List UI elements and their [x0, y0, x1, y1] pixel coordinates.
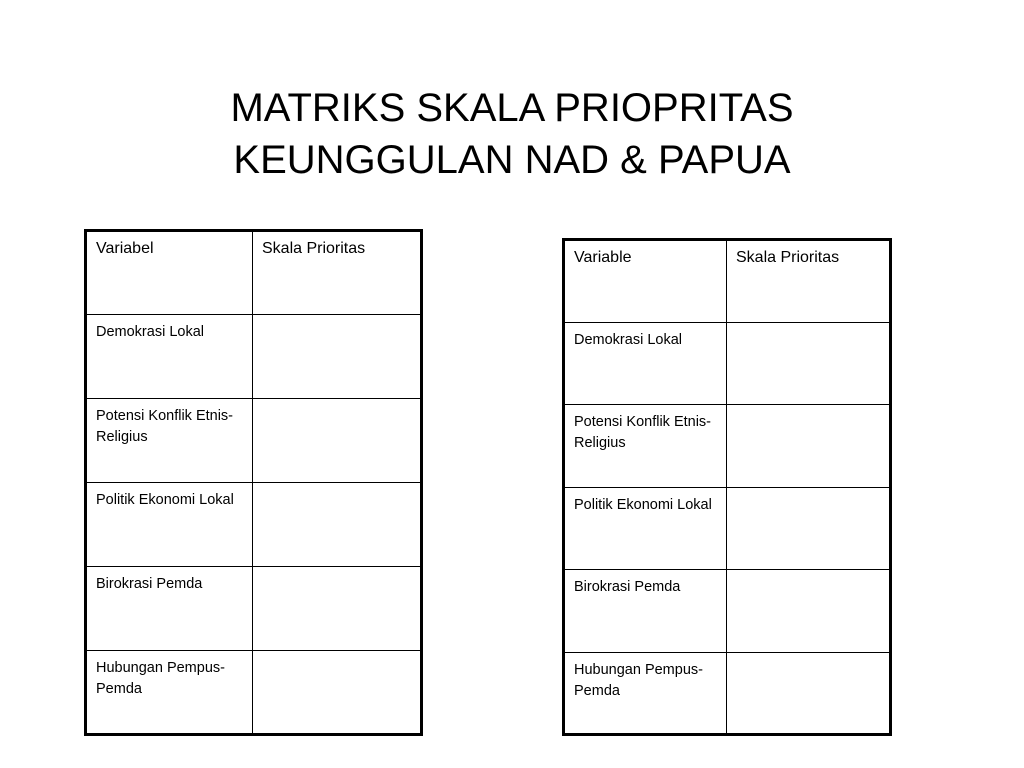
- priority-cell: [727, 570, 891, 653]
- variable-cell: Birokrasi Pemda: [564, 570, 727, 653]
- table-row: [86, 567, 422, 651]
- priority-cell: [727, 487, 891, 570]
- priority-cell: [727, 322, 891, 405]
- priority-cell: [253, 483, 422, 567]
- variable-cell: Potensi Konflik Etnis-Religius: [564, 405, 727, 488]
- variable-cell: Birokrasi Pemda: [86, 567, 253, 651]
- table-row: [86, 315, 422, 399]
- variable-cell: Demokrasi Lokal: [564, 322, 727, 405]
- header-priority-cell: Skala Prioritas: [727, 240, 891, 323]
- priority-cell: [727, 405, 891, 488]
- header-variable-cell: Variable: [564, 240, 727, 323]
- table-row: [564, 652, 891, 735]
- priority-cell: [253, 399, 422, 483]
- variable-cell: Demokrasi Lokal: [86, 315, 253, 399]
- priority-cell: [253, 567, 422, 651]
- priority-matrix-table-left: [84, 229, 423, 736]
- slide-title-line-1: MATRIKS SKALA PRIOPRITAS: [230, 86, 794, 130]
- priority-cell: [253, 315, 422, 399]
- table-row: [86, 483, 422, 567]
- table-row: [564, 487, 891, 570]
- variable-cell: Politik Ekonomi Lokal: [86, 483, 253, 567]
- header-priority-cell: Skala Prioritas: [253, 231, 422, 315]
- table-header-row: [564, 240, 891, 323]
- table-row: [564, 570, 891, 653]
- table-header-row: [86, 231, 422, 315]
- variable-cell: Hubungan Pempus-Pemda: [86, 651, 253, 735]
- header-variable-cell: Variabel: [86, 231, 253, 315]
- table-row: [564, 405, 891, 488]
- table-row: [86, 651, 422, 735]
- priority-cell: [253, 651, 422, 735]
- variable-cell: Potensi Konflik Etnis-Religius: [86, 399, 253, 483]
- table-row: [564, 322, 891, 405]
- priority-cell: [727, 652, 891, 735]
- slide-title-line-2: KEUNGGULAN NAD & PAPUA: [233, 138, 791, 182]
- slide-title: [0, 82, 1024, 186]
- variable-cell: Politik Ekonomi Lokal: [564, 487, 727, 570]
- table-row: [86, 399, 422, 483]
- priority-matrix-table-right: [562, 238, 892, 736]
- variable-cell: Hubungan Pempus-Pemda: [564, 652, 727, 735]
